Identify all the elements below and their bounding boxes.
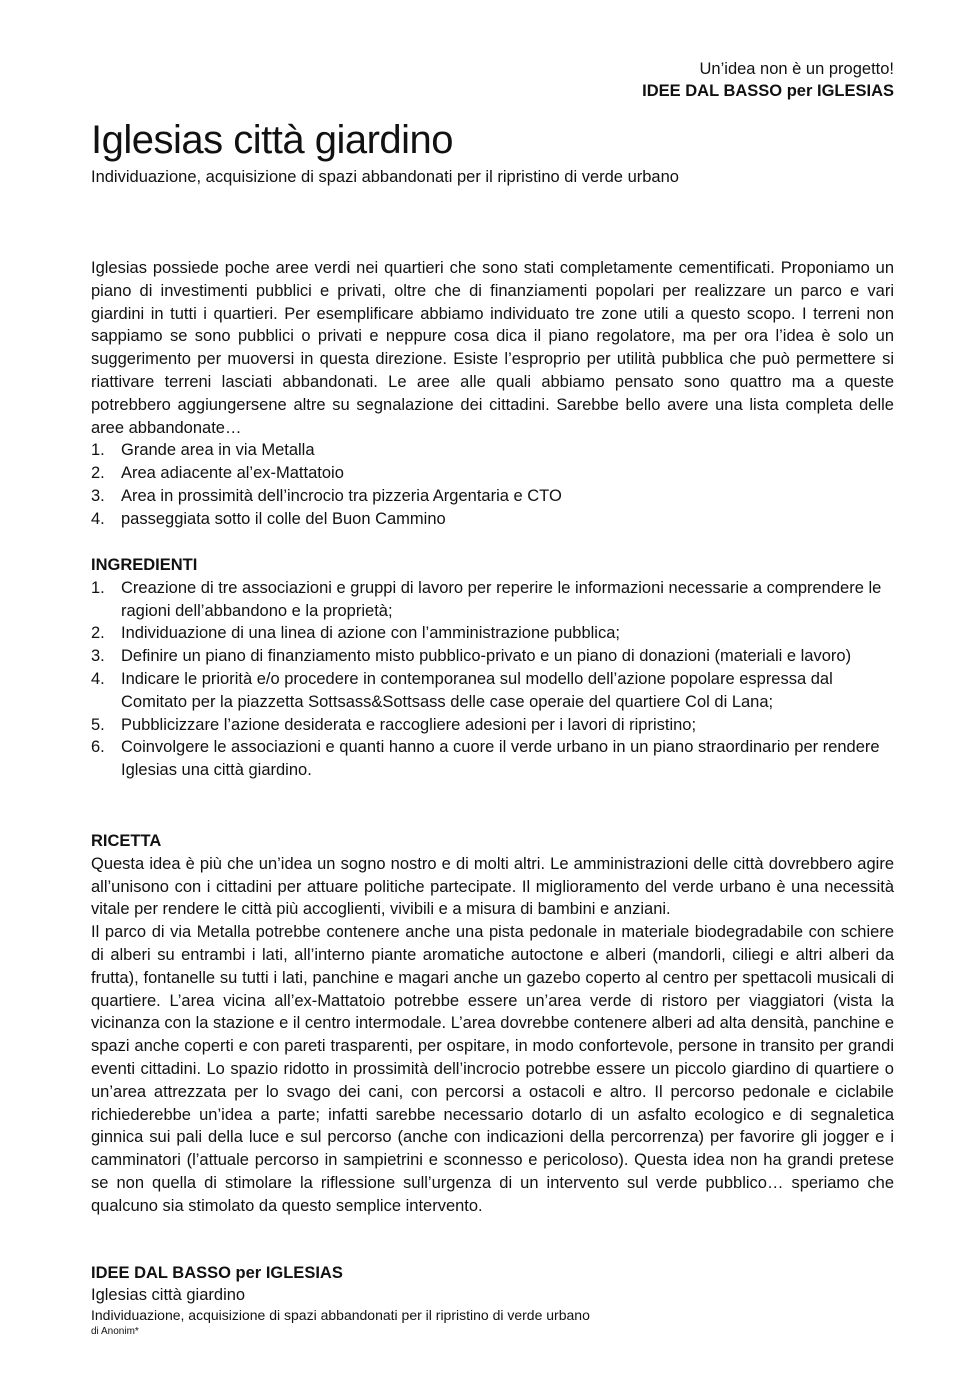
list-number: 3. [91, 647, 105, 666]
footer-subtitle: Individuazione, acquisizione di spazi abbandonati per il ripristino di verde urbano [91, 1307, 590, 1323]
list-text: Pubblicizzare l’azione desiderata e raccogliere adesioni per i lavori di ripristino; [121, 715, 697, 734]
list-text: Area in prossimità dell’incrocio tra pizzeria Argentaria e CTO [121, 486, 562, 505]
list-text: Definire un piano di finanziamento misto pubblico-privato e un piano di donazioni (materiali e lavoro) [121, 647, 852, 666]
list-item [91, 439, 894, 462]
intro-paragraph: Iglesias possiede poche aree verdi nei quartieri che sono stati completamente cementificati. Proponiamo un piano di investimenti pubblici e privati, oltre che di finanziamenti popolari per realizzare un parco e vari giardini in tutti i quartieri. Per esemplificare abbiamo individuato tre zone utili a questo scopo. I terreni non sappiamo se sono pubblici o privati e neppure cosa dica il piano regolatore, ma per ora l’idea è solo un suggerimento per muoversi in questa direzione. Esiste l’esproprio per utilità pubblica che può permettere si riattivare terreni lasciati abbandonati. Le aree alle quali abbiamo pensato sono quattro ma a queste potrebbero aggiungersene altre su segnalazione dei cittadini. Sarebbe bello avere una lista completa delle aree abbandonate… [91, 259, 894, 437]
list-item [91, 736, 894, 782]
list-number: 3. [91, 486, 105, 505]
list-text: Creazione di tre associazioni e gruppi di lavoro per reperire le informazioni necessarie a comprendere le ragioni dell’abbandono e la proprietà; [121, 578, 882, 620]
list-number: 5. [91, 715, 105, 734]
list-number: 6. [91, 738, 105, 757]
ricetta-section [91, 830, 894, 1218]
list-number: 2. [91, 464, 105, 483]
ingredienti-heading: INGREDIENTI [91, 556, 198, 574]
header-org: IDEE DAL BASSO per IGLESIAS [642, 82, 894, 100]
ingredienti-list [91, 577, 894, 782]
list-item [91, 508, 894, 531]
page-header [642, 58, 894, 102]
list-text: Grande area in via Metalla [121, 441, 315, 460]
list-item [91, 668, 894, 714]
header-tagline: Un’idea non è un progetto! [699, 60, 894, 78]
list-item [91, 485, 894, 508]
list-text: Individuazione di una linea di azione con l’amministrazione pubblica; [121, 624, 620, 643]
areas-list [91, 439, 894, 530]
ingredienti-section [91, 554, 894, 782]
list-text: Coinvolgere le associazioni e quanti hanno a cuore il verde urbano in un piano straordinario per rendere Iglesias una città giardino. [121, 738, 880, 780]
footer-title: Iglesias città giardino [91, 1286, 246, 1304]
ricetta-paragraph-1: Questa idea è più che un’idea un sogno nostro e di molti altri. Le amministrazioni delle città dovrebbero agire all’unisono con i cittadini per attuare politiche partecipate. Il miglioramento del verde urbano è una necessità vitale per rendere le città più accoglienti, vivibili e a misura di bambini e anziani. [91, 854, 894, 919]
list-text: Indicare le priorità e/o procedere in contemporanea sul modello dell’azione popolare espressa dal Comitato per la piazzetta Sottsass&Sottsass delle case operaie del quartiere Col di Lana; [121, 669, 833, 711]
ricetta-heading: RICETTA [91, 832, 162, 850]
intro-section [91, 257, 894, 531]
document-subtitle: Individuazione, acquisizione di spazi abbandonati per il ripristino di verde urbano [91, 168, 679, 186]
document-title: Iglesias città giardino [91, 118, 454, 162]
list-item [91, 714, 894, 737]
list-text: Area adiacente al’ex-Mattatoio [121, 464, 344, 483]
list-number: 1. [91, 578, 105, 597]
page-footer [91, 1262, 894, 1339]
list-number: 1. [91, 441, 105, 460]
footer-author: di Anonim* [91, 1326, 139, 1337]
list-item [91, 577, 894, 623]
list-item [91, 462, 894, 485]
list-item [91, 645, 894, 668]
list-item [91, 622, 894, 645]
list-number: 4. [91, 669, 105, 688]
footer-org: IDEE DAL BASSO per IGLESIAS [91, 1264, 343, 1282]
ricetta-paragraph-2: Il parco di via Metalla potrebbe contenere anche una pista pedonale in materiale biodegradabile con schiere di alberi su entrambi i lati, all’interno piante aromatiche autoctone e alberi (mandorli, ciliegi e altri alberi da frutta), fontanelle su tutti i lati, panchine e magari anche un gazebo coperto al centro per spettacoli musicali di quartiere. L’area vicina all’ex-Mattatoio potrebbe essere un’area verde di ristoro per viaggiatori (vista la vicinanza con la stazione e il centro intermodale. L’area dovrebbe contenere alberi ad alta densità, panchine e spazi anche coperti e con pareti trasparenti, per ospitare, in modo confortevole, persone in transito per grandi eventi cittadini. Lo spazio ridotto in prossimità dell’incrocio potrebbe essere un piccolo giardino di quartiere o un’area attrezzata per lo svago dei cani, con percorsi a ostacoli e altro. Il percorso pedonale e ciclabile richiederebbe un’idea a parte; infatti sarebbe necessario dotarlo di un asfalto ecologico e di segnaletica ginnica sui pali della luce e sul percorso (anche con indicazioni della percorrenza) per favorire gli jogger e i camminatori (l’attuale percorso in sampietrini e sconnesso e pericoloso). Questa idea non ha grandi pretese se non quella di stimolare la riflessione sull’urgenza di un intervento sul verde pubblico… speriamo che qualcuno sia stimolato da questo semplice intervento. [91, 923, 894, 1215]
list-text: passeggiata sotto il colle del Buon Cammino [121, 509, 446, 528]
list-number: 2. [91, 624, 105, 643]
list-number: 4. [91, 509, 105, 528]
